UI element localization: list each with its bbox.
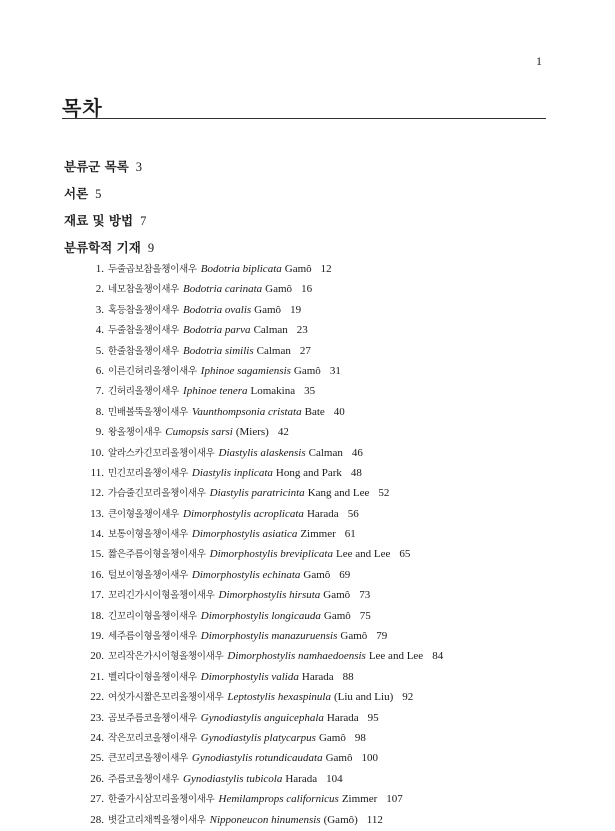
entry-number: 13. <box>90 507 104 520</box>
entry-scientific-name: Bodotria parva <box>183 324 251 337</box>
entry-page: 112 <box>366 813 383 826</box>
entry-author: Lee and Lee <box>336 548 391 561</box>
entry-scientific-name: Bodotria ovalis <box>183 303 252 316</box>
entry-korean-name: 보통이형올챙이새우 <box>108 529 188 541</box>
section-page: 3 <box>135 160 142 174</box>
entry-page: 75 <box>359 609 371 622</box>
entry-korean-name: 민배볼뚝올챙이새우 <box>108 406 188 418</box>
species-list <box>80 259 550 830</box>
entry-scientific-name: Dimorphostylis longicauda <box>200 609 321 622</box>
toc-entry <box>80 789 550 809</box>
toc-entry <box>80 483 550 503</box>
entry-number: 10. <box>90 446 104 459</box>
toc-section <box>64 184 154 211</box>
entry-korean-name: 가슴줄긴꼬리올챙이새우 <box>108 488 206 500</box>
entry-korean-name: 민긴꼬리올챙이새우 <box>108 467 188 479</box>
entry-scientific-name: Bodotria biplicata <box>200 263 282 275</box>
entry-number: 2. <box>95 283 104 296</box>
entry-author: Gamô <box>323 609 351 622</box>
entry-scientific-name: Gynodiastylis anguicephala <box>200 711 324 724</box>
entry-number: 20. <box>90 650 104 663</box>
toc-entry <box>80 748 550 768</box>
entry-author: Gamô <box>293 364 321 377</box>
entry-korean-name: 털보이형올챙이새우 <box>108 569 188 581</box>
entry-korean-name: 한줄참올챙이새우 <box>108 345 180 357</box>
entry-scientific-name: Gynodiastylis rotundicaudata <box>191 752 323 765</box>
toc-entry <box>80 626 550 646</box>
toc-entry <box>80 422 550 442</box>
section-page: 7 <box>140 214 147 228</box>
entry-scientific-name: Bodotria similis <box>183 344 254 357</box>
page-title: 목차 <box>62 96 103 120</box>
entry-author: Lomakina <box>250 385 296 398</box>
entry-korean-name: 긴꼬리이형올챙이새우 <box>108 610 197 622</box>
toc-entry <box>80 585 550 605</box>
section-list <box>64 157 154 265</box>
entry-number: 18. <box>90 609 104 622</box>
toc-entry <box>80 544 550 564</box>
entry-author: Kang and Lee <box>307 487 370 500</box>
entry-author: Harada <box>301 670 334 683</box>
section-page: 9 <box>147 241 155 255</box>
entry-author: Zimmer <box>300 528 336 541</box>
entry-korean-name: 큰이형올챙이새우 <box>108 508 180 520</box>
section-label: 재료 및 방법 <box>64 213 134 228</box>
entry-author: Gamô <box>318 731 346 744</box>
entry-korean-name: 작은꼬리코올챙이새우 <box>108 732 197 744</box>
entry-author: Harada <box>306 507 339 520</box>
toc-entry <box>80 381 550 401</box>
entry-number: 28. <box>90 813 104 826</box>
entry-page: 84 <box>432 650 444 663</box>
entry-korean-name: 꼬리긴가시이형올챙이새우 <box>108 590 215 602</box>
entry-korean-name: 혹등참올챙이새우 <box>108 304 180 316</box>
toc-section <box>64 211 154 238</box>
entry-author: Lee and Lee <box>368 650 424 663</box>
entry-page: 48 <box>350 466 362 479</box>
entry-scientific-name: Iphinoe tenera <box>183 385 248 398</box>
entry-author: Gamô <box>254 303 282 316</box>
entry-number: 6. <box>95 364 104 377</box>
entry-scientific-name: Vaunthompsonia cristata <box>191 405 302 418</box>
entry-author: Gamô <box>265 283 293 296</box>
entry-number: 14. <box>90 528 104 541</box>
section-label: 서론 <box>64 186 89 201</box>
toc-entry <box>80 606 550 626</box>
entry-number: 27. <box>90 793 104 806</box>
entry-number: 23. <box>90 711 104 724</box>
entry-korean-name: 긴허리올챙이새우 <box>108 386 180 398</box>
entry-number: 3. <box>95 303 104 316</box>
entry-number: 26. <box>90 772 104 785</box>
toc-entry <box>80 300 550 320</box>
entry-scientific-name: Dimorphostylis hirsuta <box>218 589 321 602</box>
toc-entry <box>80 728 550 748</box>
entry-page: 19 <box>290 303 302 316</box>
entry-author: Calman <box>256 344 291 357</box>
entry-author: Calman <box>308 446 343 459</box>
entry-number: 1. <box>95 263 104 275</box>
entry-korean-name: 주름코올챙이새우 <box>108 773 180 785</box>
toc-entry <box>80 279 550 299</box>
entry-number: 19. <box>90 630 104 643</box>
entry-author: Zimmer <box>341 793 378 806</box>
entry-korean-name: 세주름이형올챙이새우 <box>108 631 197 643</box>
entry-scientific-name: Cumopsis sarsi <box>165 426 233 439</box>
toc-entry <box>80 667 550 687</box>
toc-entry <box>80 565 550 585</box>
entry-scientific-name: Diastylis inplicata <box>191 466 273 479</box>
entry-number: 24. <box>90 731 104 744</box>
entry-number: 22. <box>90 691 104 704</box>
entry-page: 23 <box>296 324 308 337</box>
entry-scientific-name: Dimorphostylis valida <box>200 670 299 683</box>
toc-entry <box>80 402 550 422</box>
entry-page: 98 <box>354 731 366 744</box>
entry-page: 79 <box>376 630 388 643</box>
entry-number: 9. <box>95 426 104 439</box>
toc-entry <box>80 320 550 340</box>
entry-korean-name: 왕올챙이새우 <box>108 427 162 439</box>
entry-korean-name: 꼬리작은가시이형올챙이새우 <box>108 651 224 663</box>
entry-number: 17. <box>90 589 104 602</box>
entry-scientific-name: Hemilamprops californicus <box>218 793 339 806</box>
entry-page: 104 <box>326 772 343 785</box>
entry-author: Harada <box>326 711 359 724</box>
toc-entry <box>80 810 550 830</box>
entry-page: 16 <box>301 283 313 296</box>
entry-page: 42 <box>277 426 289 439</box>
entry-scientific-name: Dimorphostylis asiatica <box>191 528 298 541</box>
toc-entry <box>80 463 550 483</box>
entry-korean-name: 두줄참올챙이새우 <box>108 325 180 337</box>
section-label: 분류학적 기재 <box>64 240 141 255</box>
entry-author: Calman <box>253 324 288 337</box>
toc-entry <box>80 259 550 279</box>
entry-author: (Miers) <box>235 426 269 439</box>
entry-korean-name: 두줄곱보참올챙이새우 <box>108 264 197 275</box>
toc-entry <box>80 769 550 789</box>
entry-number: 25. <box>90 752 104 765</box>
entry-author: Harada <box>285 772 318 785</box>
toc-entry <box>80 443 550 463</box>
toc-entry <box>80 646 550 666</box>
entry-scientific-name: Dimorphostylis breviplicata <box>209 548 333 561</box>
entry-number: 12. <box>90 487 104 500</box>
entry-page: 107 <box>386 793 403 806</box>
entry-korean-name: 여섯가시짧은꼬리올챙이새우 <box>108 692 224 704</box>
entry-korean-name: 큰꼬리코올챙이새우 <box>108 753 188 765</box>
title-divider <box>62 118 546 119</box>
page-number: 1 <box>536 54 542 68</box>
entry-page: 95 <box>367 711 379 724</box>
entry-scientific-name: Dimorphostylis namhaedoensis <box>227 650 366 663</box>
entry-author: Gamô <box>284 263 312 275</box>
section-page: 5 <box>95 187 102 201</box>
entry-page: 27 <box>299 344 311 357</box>
entry-page: 35 <box>304 385 316 398</box>
entry-scientific-name: Gynodiastylis tubicola <box>183 772 283 785</box>
toc-entry <box>80 708 550 728</box>
entry-scientific-name: Nipponeucon hinumensis <box>209 813 321 826</box>
entry-page: 69 <box>339 568 351 581</box>
entry-scientific-name: Dimorphostylis manazuruensis <box>200 630 338 643</box>
entry-page: 61 <box>344 528 356 541</box>
entry-scientific-name: Dimorphostylis echinata <box>191 568 301 581</box>
entry-author: Gamô <box>303 568 331 581</box>
entry-page: 12 <box>320 263 332 275</box>
entry-author: Gamô <box>323 589 351 602</box>
entry-number: 21. <box>90 670 104 683</box>
entry-korean-name: 알라스카긴꼬리올챙이새우 <box>108 447 215 459</box>
entry-scientific-name: Bodotria carinata <box>183 283 263 296</box>
entry-page: 31 <box>329 364 341 377</box>
entry-author: (Liu and Liu) <box>333 691 394 704</box>
entry-page: 100 <box>361 752 378 765</box>
entry-scientific-name: Diastylis alaskensis <box>218 446 306 459</box>
entry-number: 15. <box>90 548 104 561</box>
entry-number: 11. <box>90 466 104 479</box>
entry-korean-name: 한줄가시삼꼬리올챙이새우 <box>108 794 215 806</box>
entry-scientific-name: Leptostylis hexaspinula <box>227 691 331 704</box>
entry-korean-name: 볏갈고리채찍올챙이새우 <box>108 814 206 826</box>
entry-scientific-name: Dimorphostylis acroplicata <box>183 507 304 520</box>
entry-number: 16. <box>90 568 104 581</box>
entry-page: 65 <box>399 548 411 561</box>
entry-author: Bate <box>304 405 325 418</box>
entry-page: 46 <box>351 446 363 459</box>
entry-author: Gamô <box>325 752 353 765</box>
entry-scientific-name: Iphinoe sagamiensis <box>200 364 291 377</box>
entry-korean-name: 곰보주름코올챙이새우 <box>108 712 197 724</box>
entry-author: Gamô <box>340 630 368 643</box>
entry-korean-name: 짧은주름이형올챙이새우 <box>108 549 206 561</box>
entry-page: 40 <box>333 405 345 418</box>
entry-author: (Gamô) <box>323 813 358 826</box>
entry-scientific-name: Diastylis paratricinta <box>209 487 305 500</box>
entry-korean-name: 벨리다이형올챙이새우 <box>108 671 197 683</box>
toc-entry <box>80 687 550 707</box>
entry-page: 52 <box>378 487 390 500</box>
toc-entry <box>80 524 550 544</box>
entry-author: Hong and Park <box>275 466 342 479</box>
toc-entry <box>80 341 550 361</box>
toc-entry <box>80 504 550 524</box>
entry-number: 8. <box>95 405 104 418</box>
entry-scientific-name: Gynodiastylis platycarpus <box>200 731 316 744</box>
entry-korean-name: 네모참올챙이새우 <box>108 284 180 296</box>
entry-number: 5. <box>95 344 104 357</box>
entry-page: 73 <box>359 589 371 602</box>
entry-page: 88 <box>342 670 354 683</box>
entry-number: 7. <box>95 385 104 398</box>
entry-korean-name: 이른긴허리올챙이새우 <box>108 365 197 377</box>
entry-number: 4. <box>95 324 104 337</box>
entry-page: 92 <box>402 691 414 704</box>
toc-entry <box>80 361 550 381</box>
section-label: 분류군 목록 <box>64 159 129 174</box>
toc-section <box>64 157 154 184</box>
entry-page: 56 <box>347 507 359 520</box>
